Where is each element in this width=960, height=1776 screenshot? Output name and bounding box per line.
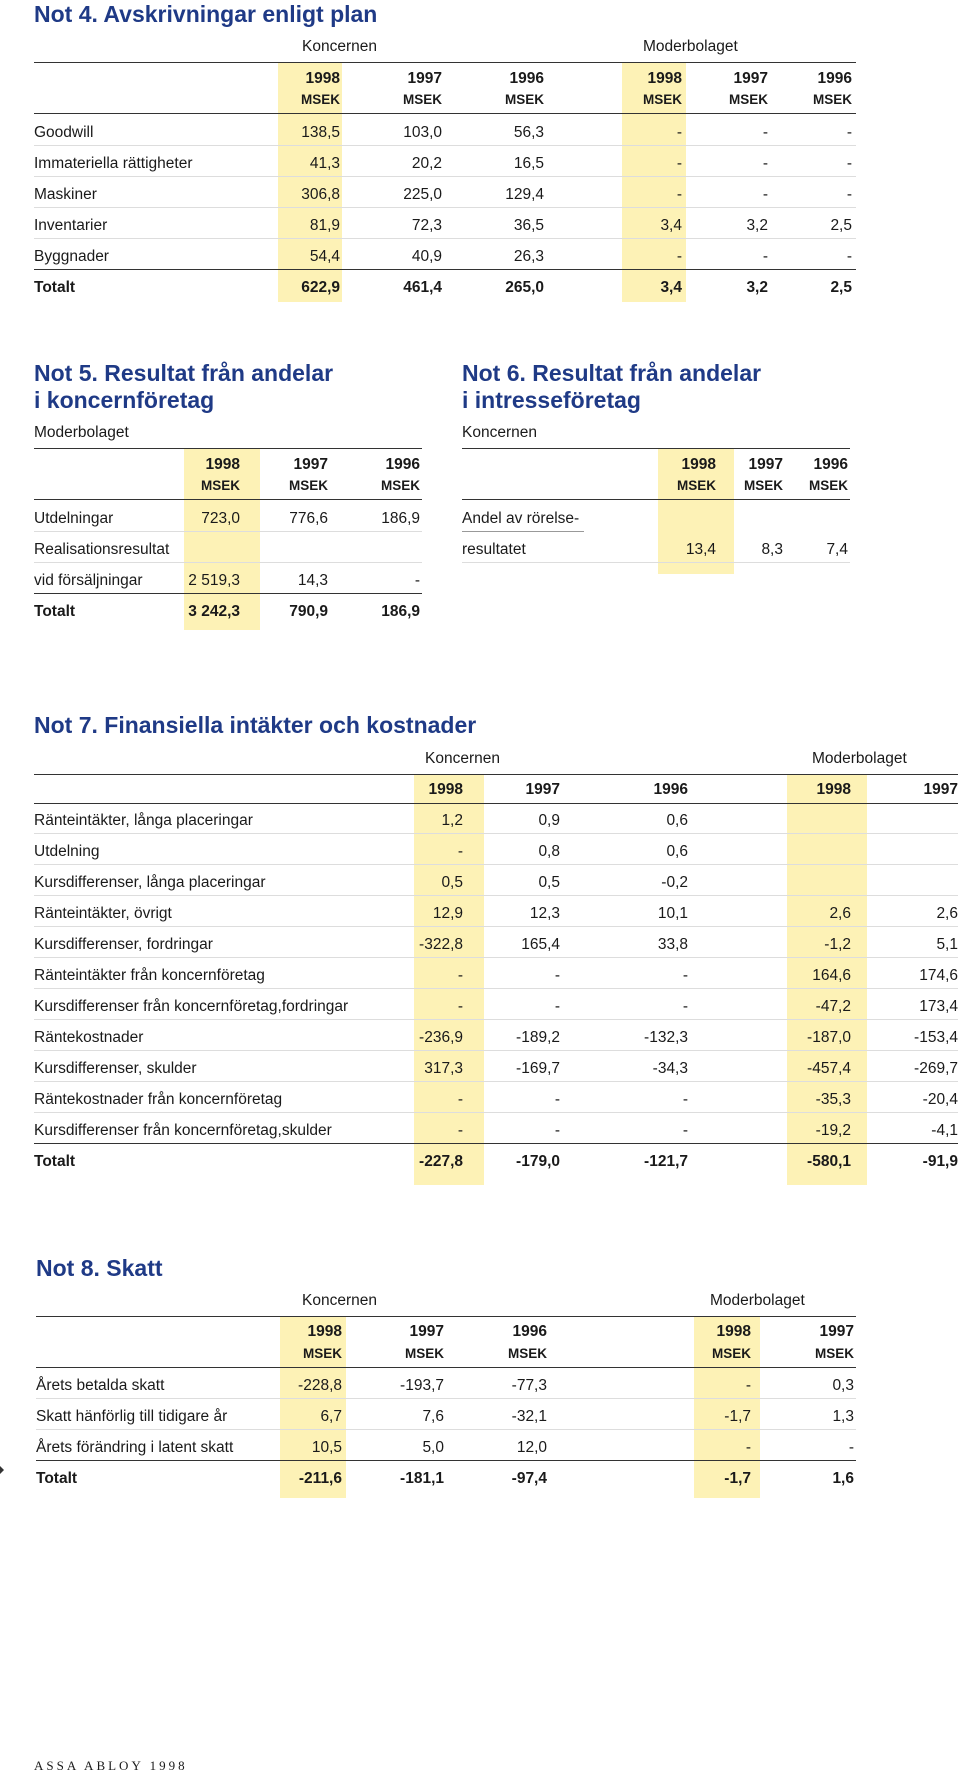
divider [34,448,422,449]
note5-title: i koncernföretag [34,387,215,413]
divider [34,145,856,146]
table-row-label: Totalt [34,279,76,296]
column-unit: MSEK [200,478,240,493]
table-cell: 0,3 [832,1377,854,1394]
column-year: 1998 [428,781,463,798]
column-year: 1996 [385,456,420,473]
column-unit: MSEK [642,92,682,107]
table-cell: 1,2 [441,812,463,829]
table-cell: - [414,572,420,589]
note4-title: Not 4. Avskrivningar enligt plan [34,1,378,27]
column-year: 1997 [525,781,560,798]
table-cell: - [745,1377,751,1394]
table-cell: - [846,124,852,141]
table-cell: -1,2 [824,936,851,953]
table-row-label: Ränteintäkter, långa placeringar [34,812,253,829]
column-year: 1998 [716,1323,751,1340]
table-cell: 776,6 [289,510,328,527]
divider [34,1050,958,1051]
divider [34,1143,958,1144]
column-year: 1998 [681,456,716,473]
table-cell: -4,1 [931,1122,958,1139]
table-cell: 81,9 [309,217,340,234]
table-cell: - [457,998,463,1015]
note7-group-koncernen: Koncernen [425,750,500,767]
table-cell: 12,3 [529,905,560,922]
column-year: 1997 [748,456,783,473]
table-row-label: Årets förändring i latent skatt [36,1439,234,1456]
table-row-label: Räntekostnader från koncernföretag [34,1091,283,1108]
table-cell: 174,6 [919,967,958,984]
table-cell: - [457,1122,463,1139]
column-year: 1998 [205,456,240,473]
divider [34,238,856,239]
table-cell: - [682,1091,688,1108]
table-cell: - [846,248,852,265]
table-cell: - [745,1439,751,1456]
column-year: 1996 [813,456,848,473]
table-cell: 3 242,3 [188,603,240,620]
table-row-label: Ränteintäkter från koncernföretag [34,967,265,984]
divider [34,833,958,834]
divider [34,864,958,865]
table-cell: 461,4 [403,279,442,296]
table-cell: 0,6 [666,812,688,829]
table-cell: 12,9 [432,905,463,922]
table-cell: -35,3 [815,1091,851,1108]
note8-group-moderbolaget: Moderbolaget [710,1292,805,1309]
column-unit: MSEK [288,478,328,493]
divider [34,113,856,114]
divider [34,176,856,177]
column-year: 1997 [733,70,768,87]
column-unit: MSEK [728,92,768,107]
table-cell: 56,3 [513,124,544,141]
table-cell: 36,5 [513,217,544,234]
column-unit: MSEK [302,1346,342,1361]
table-row-label: Utdelningar [34,510,114,527]
table-row-label: Utdelning [34,843,100,860]
table-row-label: Ränteintäkter, övrigt [34,905,172,922]
table-cell: 164,6 [812,967,851,984]
column-year: 1998 [305,70,340,87]
table-cell: 265,0 [505,279,544,296]
table-cell: - [846,186,852,203]
table-cell: 3,2 [746,217,768,234]
table-cell: -34,3 [652,1060,688,1077]
table-cell: 12,0 [516,1439,547,1456]
table-cell: 723,0 [201,510,240,527]
note5-group: Moderbolaget [34,424,129,441]
table-cell: - [682,1122,688,1139]
column-unit: MSEK [380,478,420,493]
table-cell: 40,9 [411,248,442,265]
table-cell: - [762,124,768,141]
table-cell: 2,5 [830,279,852,296]
table-cell: - [762,186,768,203]
table-cell: 10,1 [657,905,688,922]
table-cell: -322,8 [419,936,463,953]
divider [36,1367,856,1368]
table-cell: 0,5 [441,874,463,891]
table-cell: -269,7 [914,1060,958,1077]
table-row-label: Kursdifferenser, långa placeringar [34,874,266,891]
table-row-label: Maskiner [34,186,97,203]
divider [34,593,422,594]
divider [462,562,850,563]
note6-group: Koncernen [462,424,537,441]
note7-group-moderbolaget: Moderbolaget [812,750,907,767]
column-year: 1998 [647,70,682,87]
column-unit: MSEK [300,92,340,107]
table-cell: 33,8 [657,936,688,953]
column-year: 1997 [293,456,328,473]
table-row-label: Kursdifferenser, skulder [34,1060,197,1077]
note7-title: Not 7. Finansiella intäkter och kostnader [34,712,477,738]
divider [34,1081,958,1082]
table-cell: - [554,1122,560,1139]
table-cell: 3,4 [660,279,682,296]
divider [462,499,850,500]
table-cell: -179,0 [516,1153,560,1170]
column-year: 1997 [819,1323,854,1340]
divider [34,562,422,563]
table-cell: -457,4 [807,1060,851,1077]
table-cell: 1,3 [832,1408,854,1425]
table-cell: -32,1 [511,1408,547,1425]
table-cell: - [682,998,688,1015]
table-cell: -77,3 [511,1377,547,1394]
divider [34,62,856,63]
table-cell: - [554,1091,560,1108]
table-cell: -187,0 [807,1029,851,1046]
table-cell: 5,0 [422,1439,444,1456]
table-row-label: Immateriella rättigheter [34,155,193,172]
note8-title: Not 8. Skatt [36,1255,163,1281]
table-cell: -193,7 [400,1377,444,1394]
table-cell: 6,7 [320,1408,342,1425]
table-cell: -153,4 [914,1029,958,1046]
table-row-label: Goodwill [34,124,94,141]
table-cell: 8,3 [761,541,783,558]
table-cell: 2,6 [829,905,851,922]
table-cell: -189,2 [516,1029,560,1046]
table-cell: 186,9 [381,510,420,527]
table-row-label: Inventarier [34,217,108,234]
table-cell: -169,7 [516,1060,560,1077]
table-cell: -228,8 [298,1377,342,1394]
divider [34,803,958,804]
column-unit: MSEK [507,1346,547,1361]
table-row-label: Totalt [34,603,76,620]
table-row-label: Realisationsresultat [34,541,170,558]
table-cell: 0,5 [538,874,560,891]
table-cell: - [554,967,560,984]
table-row-label: Byggnader [34,248,109,265]
column-year: 1997 [409,1323,444,1340]
table-cell: - [554,998,560,1015]
column-unit: MSEK [402,92,442,107]
column-year: 1996 [653,781,688,798]
table-cell: 2 519,3 [188,572,240,589]
table-cell: 103,0 [403,124,442,141]
note4-group-koncernen: Koncernen [302,38,377,55]
table-cell: 2,6 [936,905,958,922]
table-cell: - [457,1091,463,1108]
table-cell: -181,1 [400,1470,444,1487]
divider [36,1398,856,1399]
divider [34,926,958,927]
table-cell: 54,4 [309,248,340,265]
table-cell: -91,9 [922,1153,958,1170]
note6-title: Not 6. Resultat från andelar [462,360,762,386]
table-cell: -580,1 [807,1153,851,1170]
table-cell: 72,3 [411,217,442,234]
note5-title: Not 5. Resultat från andelar [34,360,334,386]
table-row-label: vid försäljningar [34,572,143,589]
table-cell: -0,2 [661,874,688,891]
table-cell: 3,4 [660,217,682,234]
column-unit: MSEK [404,1346,444,1361]
table-cell: -121,7 [644,1153,688,1170]
table-cell: 306,8 [301,186,340,203]
column-year: 1998 [816,781,851,798]
column-year: 1998 [307,1323,342,1340]
table-cell: - [676,248,682,265]
divider [34,531,422,532]
table-cell: -97,4 [511,1470,547,1487]
table-cell: - [676,124,682,141]
column-year: 1996 [512,1323,547,1340]
table-row-label: Skatt hänförlig till tidigare år [36,1408,228,1425]
divider [462,531,584,532]
table-cell: - [848,1439,854,1456]
table-row-label: Räntekostnader [34,1029,144,1046]
table-row-label: Totalt [34,1153,76,1170]
column-unit: MSEK [814,1346,854,1361]
table-cell: 10,5 [311,1439,342,1456]
table-cell: 7,4 [826,541,848,558]
divider [36,1429,856,1430]
divider [34,269,856,270]
divider [34,988,958,989]
table-cell: 41,3 [309,155,340,172]
table-cell: 317,3 [424,1060,463,1077]
column-year: 1996 [509,70,544,87]
divider [34,499,422,500]
table-cell: 622,9 [301,279,340,296]
column-unit: MSEK [743,478,783,493]
table-cell: 3,2 [746,279,768,296]
table-cell: -227,8 [419,1153,463,1170]
table-cell: 13,4 [685,541,716,558]
table-cell: - [682,967,688,984]
column-unit: MSEK [808,478,848,493]
column-unit: MSEK [812,92,852,107]
divider [34,1019,958,1020]
note6-title: i intresseföretag [462,387,641,413]
table-cell: 138,5 [301,124,340,141]
table-cell: 186,9 [381,603,420,620]
table-row-label: Totalt [36,1470,78,1487]
table-cell: -20,4 [922,1091,958,1108]
note4-group-moderbolaget: Moderbolaget [643,38,738,55]
table-cell: - [457,843,463,860]
divider [34,207,856,208]
table-cell: 5,1 [936,936,958,953]
divider [34,957,958,958]
column-unit: MSEK [711,1346,751,1361]
column-unit: MSEK [676,478,716,493]
table-cell: -1,7 [724,1408,751,1425]
table-cell: 14,3 [297,572,328,589]
table-cell: 2,5 [830,217,852,234]
divider [34,895,958,896]
column-unit: MSEK [504,92,544,107]
margin-marker-icon [0,1466,4,1474]
table-cell: -47,2 [815,998,851,1015]
table-cell: 7,6 [422,1408,444,1425]
table-cell: -1,7 [724,1470,751,1487]
page-footer: ASSA ABLOY 1998 [34,1758,188,1773]
table-cell: -19,2 [815,1122,851,1139]
table-cell: 0,8 [538,843,560,860]
table-cell: - [762,248,768,265]
table-cell: - [846,155,852,172]
divider [36,1460,856,1461]
column-year: 1997 [407,70,442,87]
table-row-label: Kursdifferenser från koncernföretag,skulder [34,1122,332,1139]
table-row-label: resultatet [462,541,526,558]
table-row-label: Andel av rörelse- [462,510,580,527]
table-cell: - [676,155,682,172]
table-row-label: Kursdifferenser från koncernföretag,fordringar [34,998,349,1015]
note8-group-koncernen: Koncernen [302,1292,377,1309]
table-cell: 0,6 [666,843,688,860]
table-cell: 1,6 [832,1470,854,1487]
column-year: 1997 [923,781,958,798]
table-cell: - [762,155,768,172]
table-cell: -132,3 [644,1029,688,1046]
table-cell: - [457,967,463,984]
table-row-label: Årets betalda skatt [36,1377,165,1394]
table-cell: 225,0 [403,186,442,203]
divider [34,774,958,775]
divider [36,1316,856,1317]
divider [462,448,850,449]
table-cell: 790,9 [289,603,328,620]
table-cell: 20,2 [411,155,442,172]
table-cell: 165,4 [521,936,560,953]
table-cell: 26,3 [513,248,544,265]
table-cell: 129,4 [505,186,544,203]
divider [34,1112,958,1113]
table-cell: 173,4 [919,998,958,1015]
table-cell: -211,6 [298,1470,342,1487]
table-cell: 16,5 [513,155,544,172]
table-cell: - [676,186,682,203]
table-cell: -236,9 [419,1029,463,1046]
column-year: 1996 [817,70,852,87]
table-cell: 0,9 [538,812,560,829]
table-row-label: Kursdifferenser, fordringar [34,936,213,953]
